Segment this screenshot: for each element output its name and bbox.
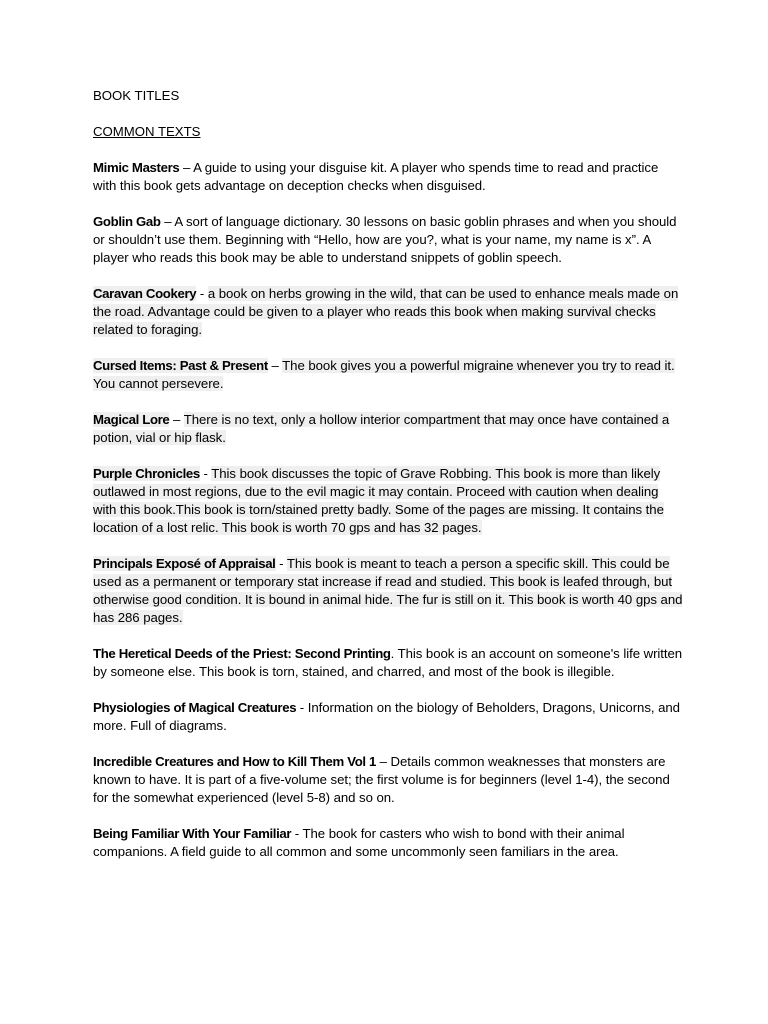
book-description: a book on herbs growing in the wild, that can be used to enhance meals made on the road. Advantage could be given to a player who reads this book when making survival checks related to foraging. bbox=[93, 286, 679, 337]
book-entry-mimic-masters bbox=[93, 159, 683, 195]
book-title: Goblin Gab bbox=[93, 214, 161, 229]
book-description: Information on the biology of Beholders, Dragons, Unicorns, and more. Full of diagrams. bbox=[93, 700, 680, 733]
book-title: Being Familiar With Your Familiar bbox=[93, 826, 292, 841]
title-separator: - bbox=[275, 556, 287, 571]
book-entry-being-familiar bbox=[93, 825, 683, 861]
document-title: BOOK TITLES bbox=[93, 88, 180, 103]
book-description: This book discusses the topic of Grave Robbing. This book is more than likely outlawed in most regions, due to the evil magic it may contain. Proceed with caution when dealing with this book.This book is torn/stained pretty badly. Some of the pages are missing. It contains the location of a lost relic. This book is worth 70 gps and has 32 pages. bbox=[93, 466, 664, 535]
book-title: The Heretical Deeds of the Priest: Second Printing bbox=[93, 646, 391, 661]
book-description: A sort of language dictionary. 30 lessons on basic goblin phrases and when you should or shouldn’t use them. Beginning with “Hello, how are you?, what is your name, my name is x”. A player who reads this book may be able to understand snippets of goblin speech. bbox=[93, 214, 677, 265]
title-separator: – bbox=[376, 754, 391, 769]
book-title: Caravan Cookery bbox=[93, 286, 197, 301]
book-entry-caravan-cookery bbox=[93, 285, 683, 339]
book-title: Physiologies of Magical Creatures bbox=[93, 700, 297, 715]
book-entry-goblin-gab bbox=[93, 213, 683, 267]
book-title: Mimic Masters bbox=[93, 160, 180, 175]
book-entry-heretical-deeds bbox=[93, 645, 683, 681]
title-separator: – bbox=[179, 160, 194, 175]
book-description: The book for casters who wish to bond with their animal companions. A field guide to all common and some uncommonly seen familiars in the area. bbox=[93, 826, 625, 859]
book-entry-incredible-creatures bbox=[93, 753, 683, 807]
title-separator: – bbox=[160, 214, 175, 229]
book-entry-principals-expose bbox=[93, 555, 683, 627]
book-title: Principals Exposé of Appraisal bbox=[93, 556, 276, 571]
book-description: A guide to using your disguise kit. A player who spends time to read and practice with this book gets advantage on deception checks when disguised. bbox=[93, 160, 659, 193]
title-separator: - bbox=[196, 286, 208, 301]
book-title: Incredible Creatures and How to Kill Them Vol 1 bbox=[93, 754, 377, 769]
title-separator: - bbox=[296, 700, 308, 715]
book-entry-magical-lore bbox=[93, 411, 683, 447]
document-body bbox=[93, 87, 683, 879]
title-separator: – bbox=[169, 412, 184, 427]
book-entry-purple-chronicles bbox=[93, 465, 683, 537]
book-description: There is no text, only a hollow interior compartment that may once have contained a potion, vial or hip flask. bbox=[93, 412, 670, 445]
section-heading: COMMON TEXTS bbox=[93, 124, 201, 139]
book-title: Cursed Items: Past & Present bbox=[93, 358, 268, 373]
book-entry-cursed-items bbox=[93, 357, 683, 393]
title-separator: - bbox=[199, 466, 212, 481]
book-title: Magical Lore bbox=[93, 412, 170, 427]
book-description: The book gives you a powerful migraine whenever you try to read it. You cannot persevere. bbox=[93, 358, 675, 391]
book-description: This book is meant to teach a person a specific skill. This could be used as a permanent or temporary stat increase if read and studied. This book is leafed through, but otherwise good condition. It is bound in animal hide. The fur is still on it. This book is worth 40 gps and has 286 pages. bbox=[93, 556, 683, 625]
title-separator: - bbox=[291, 826, 303, 841]
title-separator: . bbox=[390, 646, 398, 661]
book-description: This book is an account on someone's life written by someone else. This book is torn, stained, and charred, and most of the book is illegible. bbox=[93, 646, 683, 679]
book-description: Details common weaknesses that monsters are known to have. It is part of a five-volume set; the first volume is for beginners (level 1-4), the second for the somewhat experienced (level 5-8) and so on. bbox=[93, 754, 670, 805]
title-separator: – bbox=[267, 358, 283, 373]
book-title: Purple Chronicles bbox=[93, 466, 200, 481]
book-entry-physiologies bbox=[93, 699, 683, 735]
